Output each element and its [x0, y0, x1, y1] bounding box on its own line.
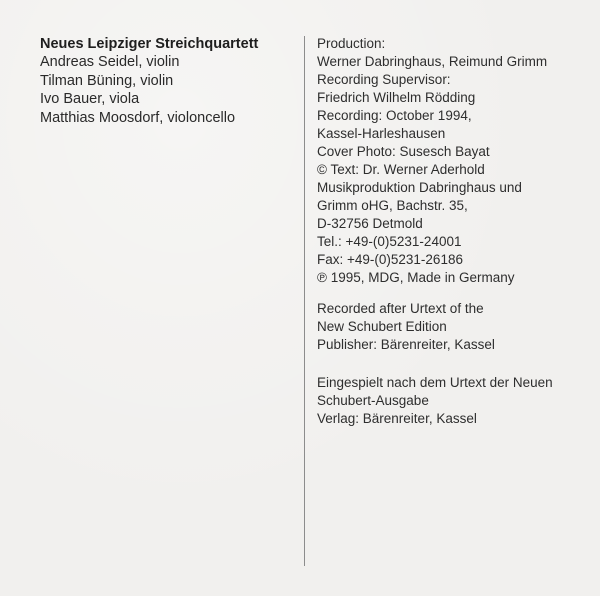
credit-line: D-32756 Detmold [317, 216, 423, 231]
ensemble-block [40, 35, 290, 127]
credit-line: ℗ 1995, MDG, Made in Germany [317, 270, 515, 285]
credit-line: Production: [317, 36, 386, 51]
credits-column [317, 35, 587, 428]
english-urtext-note [317, 300, 587, 354]
credit-line: Tel.: +49-(0)5231-24001 [317, 234, 462, 249]
credit-line: Musikproduktion Dabringhaus und [317, 180, 522, 195]
credits-block [317, 35, 587, 287]
member-line: Ivo Bauer, viola [40, 91, 140, 107]
note-line: Schubert-Ausgabe [317, 393, 429, 408]
member-line: Andreas Seidel, violin [40, 54, 180, 70]
credit-line: Cover Photo: Susesch Bayat [317, 144, 490, 159]
credit-line: Grimm oHG, Bachstr. 35, [317, 198, 468, 213]
column-divider [304, 36, 305, 566]
note-line: Eingespielt nach dem Urtext der Neuen [317, 375, 553, 390]
german-urtext-note [317, 374, 587, 428]
credit-line: Friedrich Wilhelm Rödding [317, 90, 476, 105]
note-line: Verlag: Bärenreiter, Kassel [317, 411, 477, 426]
credit-line: Fax: +49-(0)5231-26186 [317, 252, 463, 267]
note-line: New Schubert Edition [317, 319, 447, 334]
member-line: Matthias Moosdorf, violoncello [40, 109, 236, 126]
member-line: Tilman Büning, violin [40, 72, 174, 89]
note-line: Recorded after Urtext of the [317, 301, 484, 316]
credit-line: Recording: October 1994, [317, 108, 472, 123]
credit-line: Werner Dabringhaus, Reimund Grimm [317, 54, 548, 69]
ensemble-title: Neues Leipziger Streichquartett [40, 36, 259, 52]
note-line: Publisher: Bärenreiter, Kassel [317, 337, 495, 352]
credit-line: © Text: Dr. Werner Aderhold [317, 162, 485, 177]
credit-line: Kassel-Harleshausen [317, 126, 446, 141]
credit-line: Recording Supervisor: [317, 72, 451, 87]
